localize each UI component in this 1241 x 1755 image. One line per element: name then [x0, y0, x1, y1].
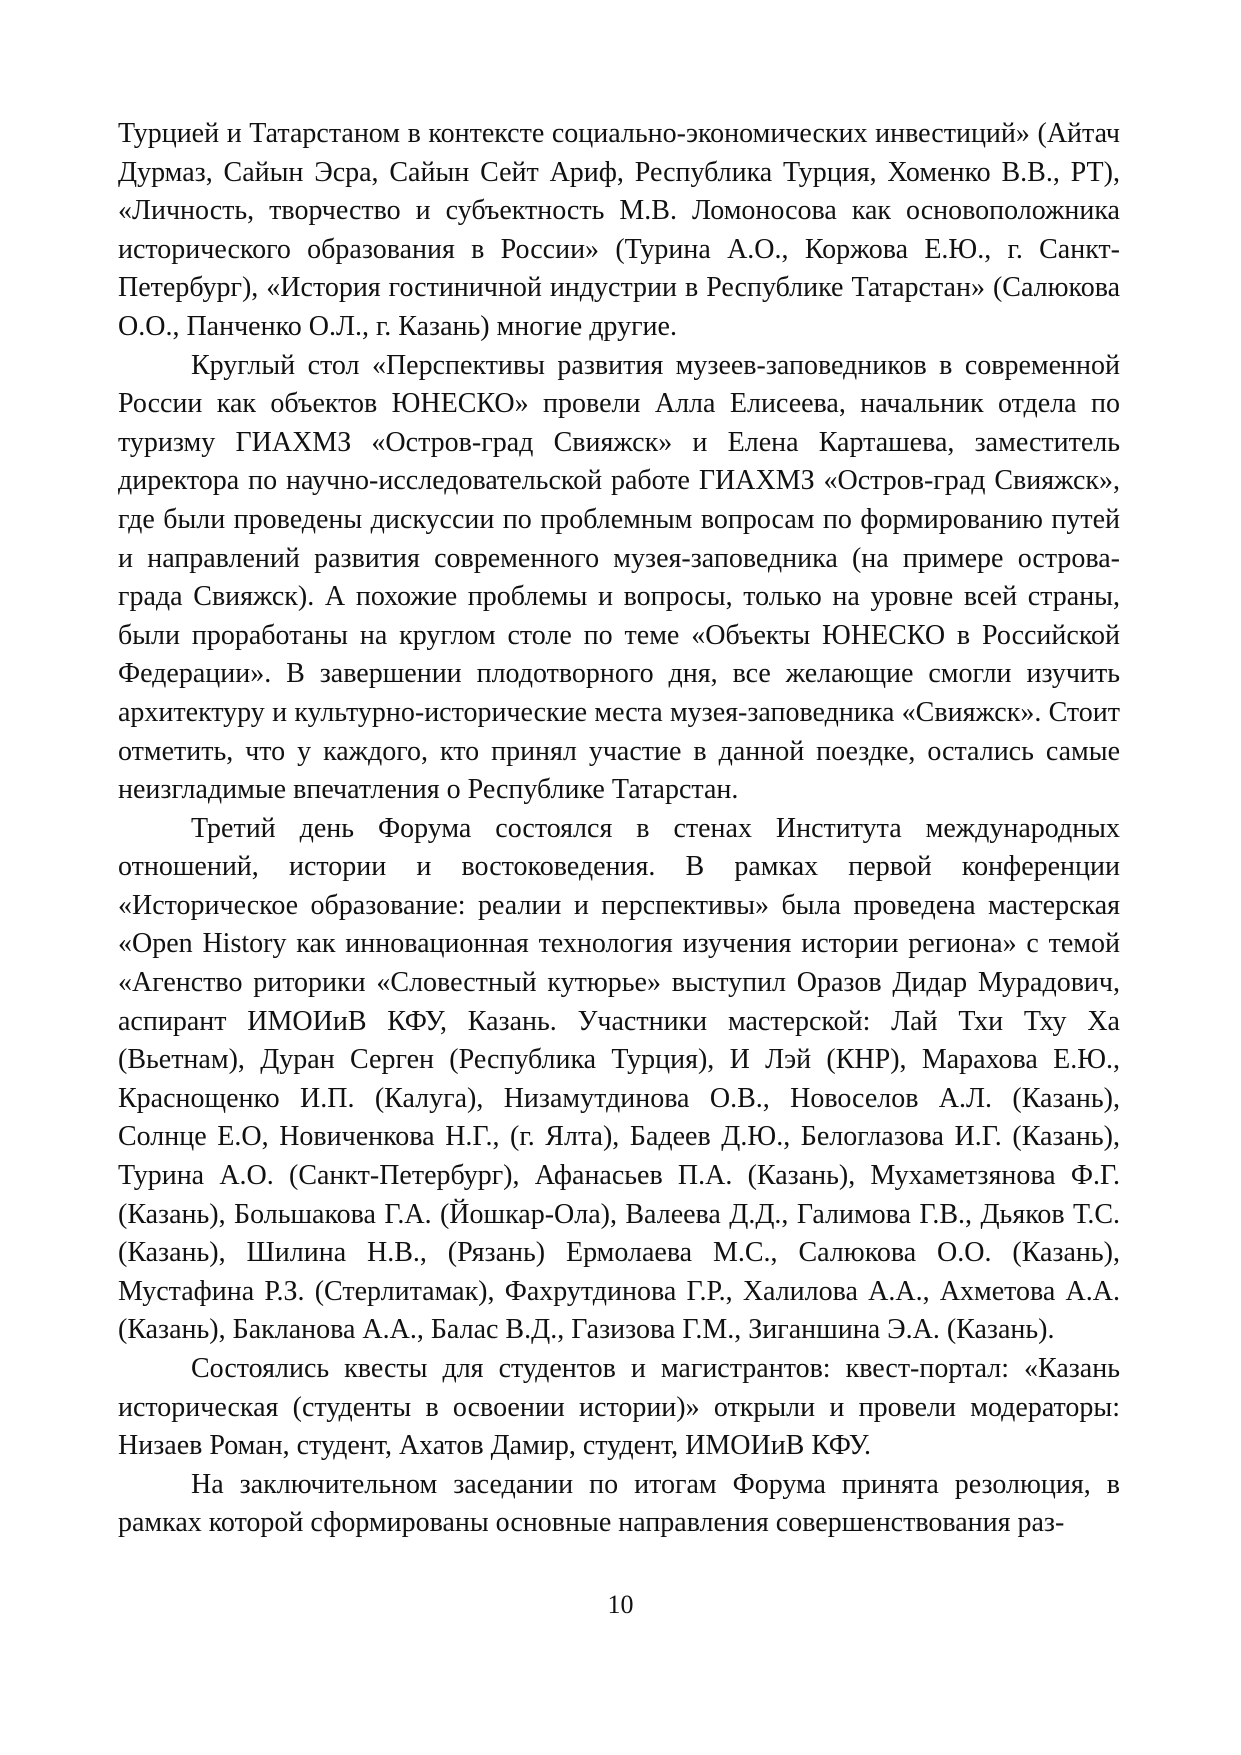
paragraph-5: На заключительном заседании по итогам Форума принята резолюция, в рамках которой сформированы основные направления совершенствования раз- [118, 1468, 1120, 1539]
paragraph-2: Круглый стол «Перспективы развития музеев-заповедников в современной России как объектов ЮНЕСКО» провели Алла Елисеева, начальник отдела по туризму ГИАХМЗ «Остров-град Свияжск» и Елена Карташева, заместитель директора по научно-исследовательской работе ГИАХМЗ «Остров-град Свияжск», где были проведены дискуссии по проблемным вопросам по формированию путей и направлений развития современного музея-заповедника (на примере острова-града Свияжск). А похожие проблемы и вопросы, только на уровне всей страны, были проработаны на круглом столе по теме «Объекты ЮНЕСКО в Российской Федерации». В завершении плодотворного дня, все желающие смогли изучить архитектуру и культурно-исторические места музея-заповедника «Свияжск». Стоит отметить, что у каждого, кто принял участие в данной поездке, остались самые неизгладимые впечатления о Республике Татарстан. [118, 349, 1120, 806]
body-text [118, 115, 1120, 1543]
paragraph-4: Состоялись квесты для студентов и магистрантов: квест-портал: «Казань историческая (студенты в освоении истории)» открыли и провели модераторы: Низаев Роман, студент, Ахатов Дамир, студент, ИМОИиВ КФУ. [118, 1353, 1120, 1462]
paragraph-3: Третий день Форума состоялся в стенах Института международных отношений, истории и востоковедения. В рамках первой конференции «Историческое образование: реалии и перспективы» была проведена мастерская «Open History как инновационная технология изучения истории региона» с темой «Агенство риторики «Словестный кутюрье» выступил Оразов Дидар Мурадович, аспирант ИМОИиВ КФУ, Казань. Участники мастерской: Лай Тхи Тху Ха (Вьетнам), Дуран Серген (Республика Турция), И Лэй (КНР), Марахова Е.Ю., Краснощенко И.П. (Калуга), Низамутдинова О.В., Новоселов А.Л. (Казань), Солнце Е.О, Новиченкова Н.Г., (г. Ялта), Бадеев Д.Ю., Белоглазова И.Г. (Казань), Турина А.О. (Санкт-Петербург), Афанасьев П.А. (Казань), Мухаметзянова Ф.Г. (Казань), Большакова Г.А. (Йошкар-Ола), Валеева Д.Д., Галимова Г.В., Дьяков Т.С. (Казань), Шилина Н.В., (Рязань) Ермолаева М.С., Салюкова О.О. (Казань), Мустафина Р.З. (Стерлитамак), Фахрутдинова Г.Р., Халилова А.А., Ахметова А.А. (Казань), Бакланова А.А., Балас В.Д., Газизова Г.М., Зиганшина Э.А. (Казань). [118, 812, 1120, 1346]
page-number: 10 [607, 1590, 634, 1619]
paragraph-1: Турцией и Татарстаном в контексте социально-экономических инвестиций» (Айтач Дурмаз, Сайын Эсра, Сайын Сейт Ариф, Республика Турция, Хоменко В.В., РТ), «Личность, творчество и субъектность М.В. Ломоносова как основоположника исторического образования в России» (Турина А.О., Коржова Е.Ю., г. Санкт-Петербург), «История гостиничной индустрии в Республике Татарстан» (Салюкова О.О., Панченко О.Л., г. Казань) многие другие. [118, 118, 1120, 342]
